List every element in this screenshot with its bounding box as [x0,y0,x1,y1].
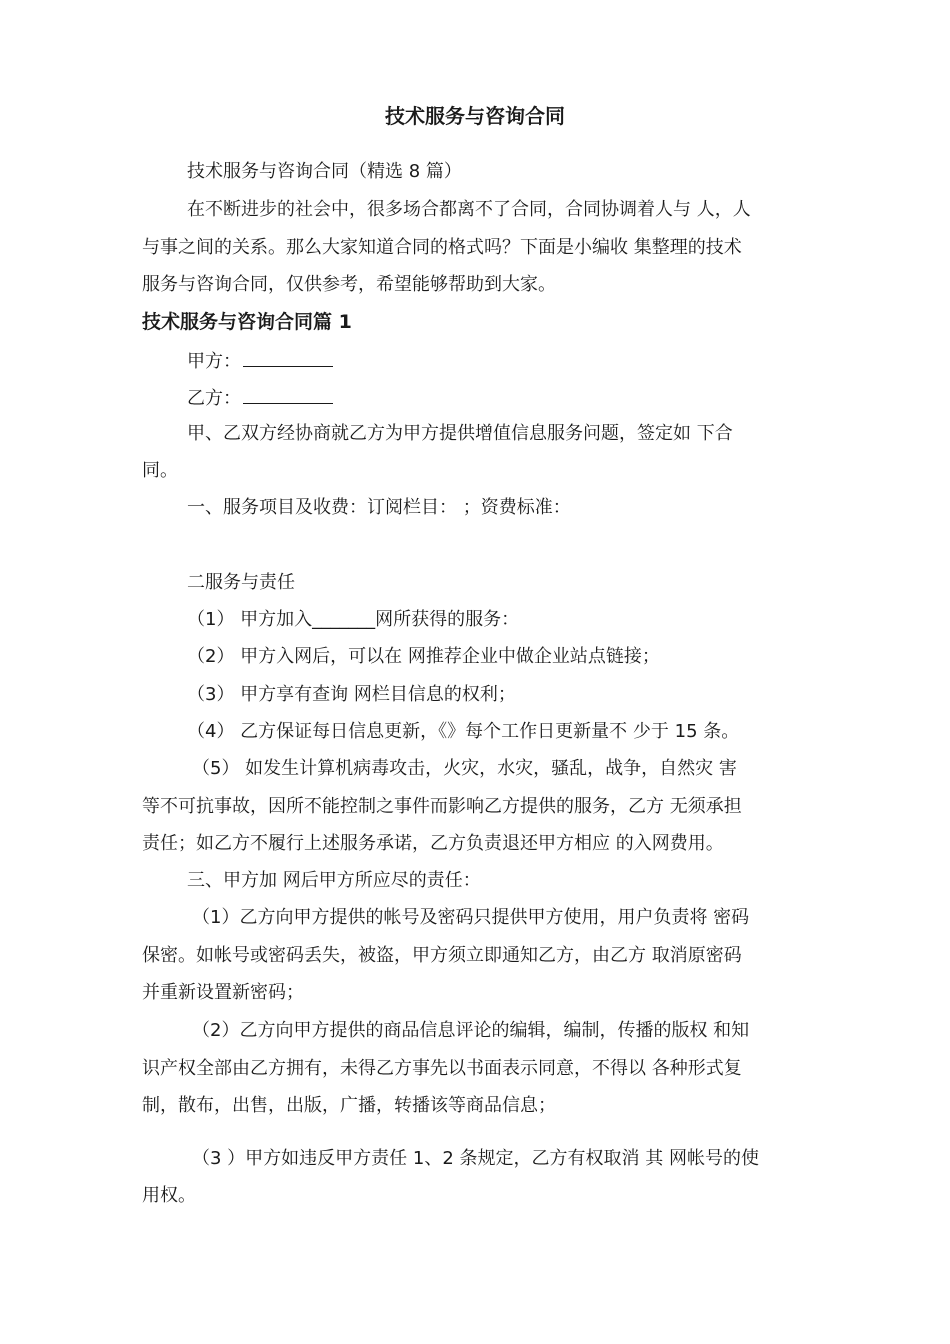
clause-2-heading: 二服务与责任 [187,572,295,593]
party-a-label: 甲方： [187,351,241,372]
clause-2-item: （1） 甲方加入_______网所获得的服务： [187,609,520,630]
clause-3-2-line: 制，散布，出售，出版，广播，转播该等商品信息； [142,1095,556,1116]
clause-3-3-line: （3 ）甲方如违反甲方责任 1、2 条规定，乙方有权取消 其 网帐号的使 [192,1148,759,1169]
clause-3-1-line: 保密。如帐号或密码丢失，被盗，甲方须立即通知乙方，由乙方 取消原密码 [142,945,742,966]
clause-3-heading: 三、甲方加 网后甲方所应尽的责任： [187,870,481,891]
section-heading: 技术服务与咨询合同篇 1 [142,311,352,333]
clause-2-item: （3） 甲方享有查询 网栏目信息的权利； [187,684,516,705]
party-a-blank [243,348,333,367]
clause-2-5-line: 责任；如乙方不履行上述服务承诺，乙方负责退还甲方相应 的入网费用。 [142,833,724,854]
party-a-line [187,348,333,374]
intro-line: 服务与咨询合同，仅供参考，希望能够帮助到大家。 [142,274,556,295]
clause-3-3-line: 用权。 [142,1185,196,1206]
party-b-label: 乙方： [187,388,241,409]
intro-line: 与事之间的关系。那么大家知道合同的格式吗？下面是小编收 集整理的技术 [142,237,742,258]
clause-1: 一、服务项目及收费：订阅栏目： ；资费标准： [187,497,571,518]
clause-2-item: （2） 甲方入网后，可以在 网推荐企业中做企业站点链接； [187,646,660,667]
clause-2-5-line: （5） 如发生计算机病毒攻击，火灾，水灾，骚乱，战争，自然灾 害 [192,758,737,779]
clause-3-2-line: 识产权全部由乙方拥有，未得乙方事先以书面表示同意，不得以 各种形式复 [142,1058,742,1079]
document-subtitle: 技术服务与咨询合同（精选 8 篇） [187,161,462,182]
agreement-line: 同。 [142,460,178,481]
party-b-blank [243,385,333,404]
clause-3-1-line: （1）乙方向甲方提供的帐号及密码只提供甲方使用，用户负责将 密码 [192,907,750,928]
document-title: 技术服务与咨询合同 [385,104,565,128]
clause-3-1-line: 并重新设置新密码； [142,982,304,1003]
clause-2-5-line: 等不可抗事故，因所不能控制之事件而影响乙方提供的服务，乙方 无须承担 [142,796,742,817]
party-b-line [187,385,333,411]
clause-2-item: （4） 乙方保证每日信息更新，《》每个工作日更新量不 少于 15 条。 [187,721,740,742]
agreement-line: 甲、乙双方经协商就乙方为甲方提供增值信息服务问题，签定如 下合 [187,423,733,444]
clause-3-2-line: （2）乙方向甲方提供的商品信息评论的编辑，编制，传播的版权 和知 [192,1020,750,1041]
intro-line: 在不断进步的社会中，很多场合都离不了合同，合同协调着人与 人，人 [187,199,751,220]
